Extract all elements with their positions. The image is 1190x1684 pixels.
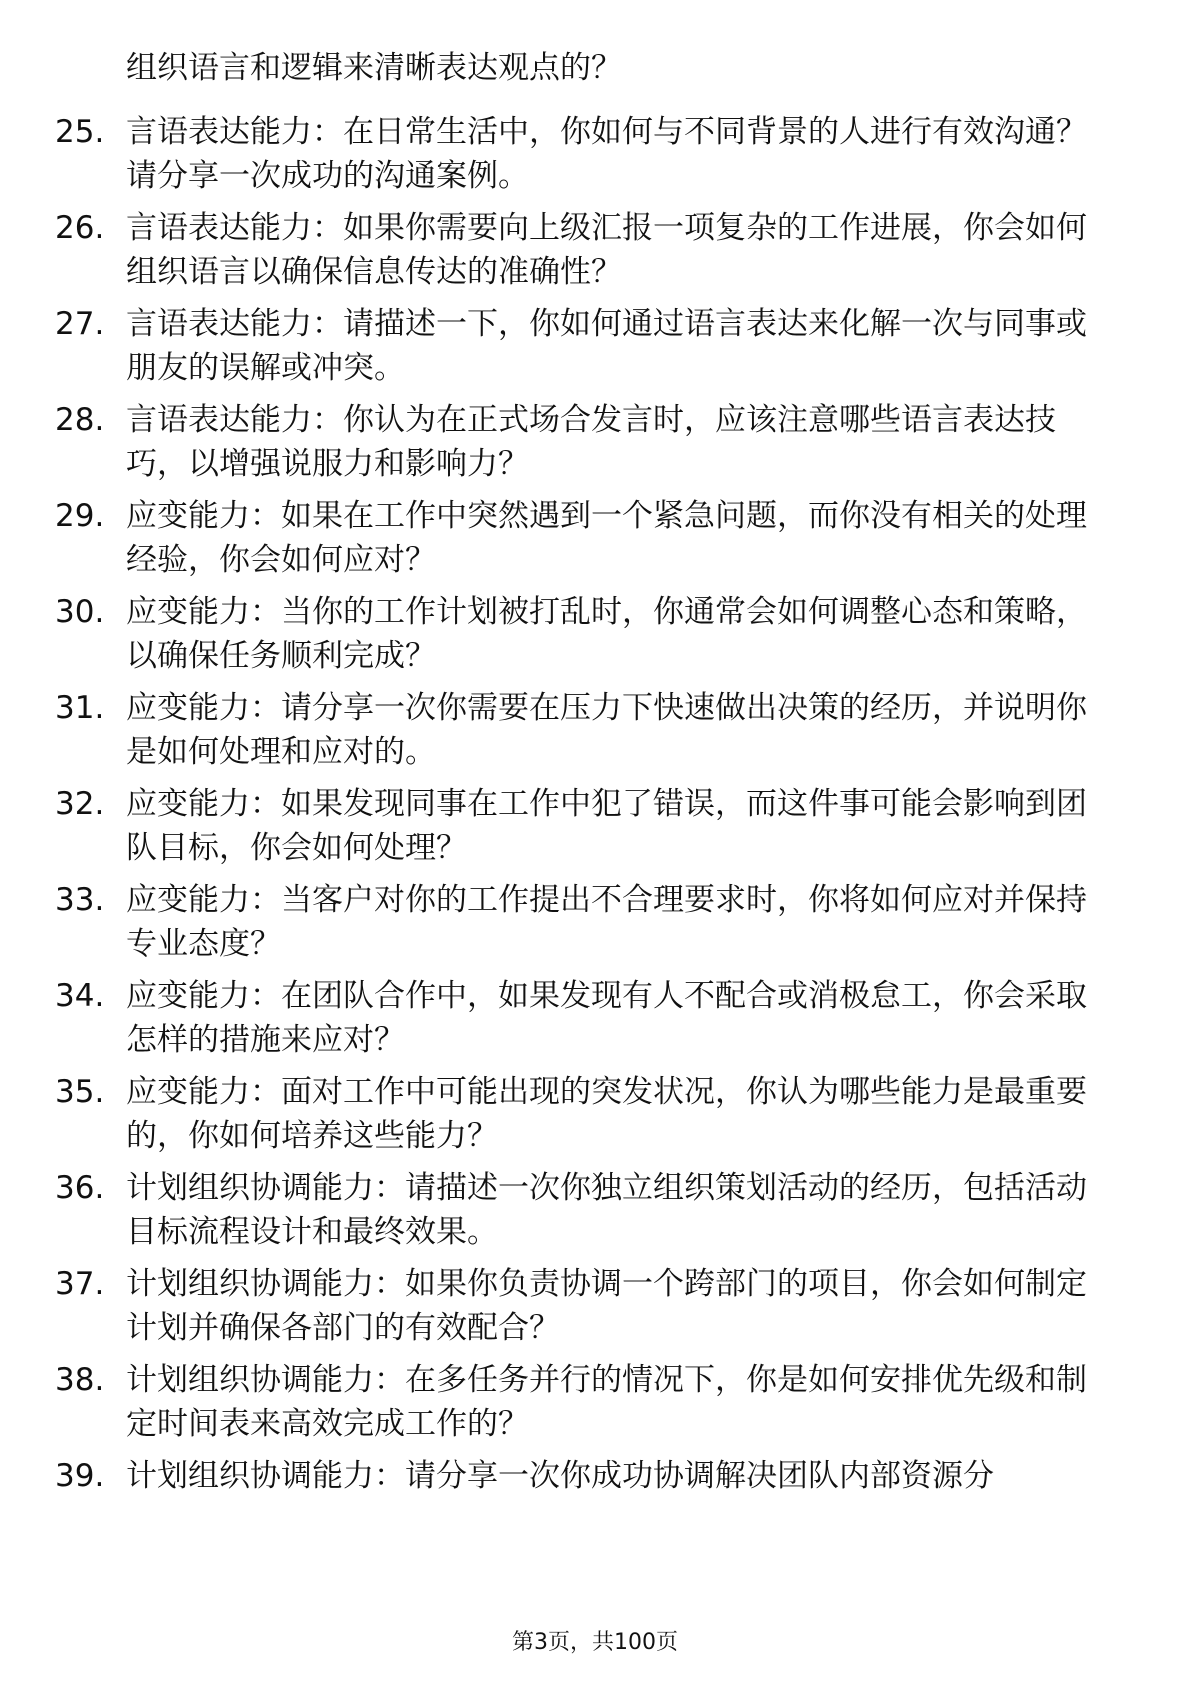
question-number: 29. [55, 498, 105, 534]
question-text: 应变能力：当你的工作计划被打乱时，你通常会如何调整心态和策略，以确保任务顺利完成？ [126, 594, 1087, 674]
page-footer: 第3页，共100页 [512, 1630, 678, 1655]
question-number: 33. [55, 882, 105, 918]
question-text: 应变能力：在团队合作中，如果发现有人不配合或消极怠工，你会采取怎样的措施来应对？ [126, 978, 1087, 1058]
question-number: 32. [55, 786, 105, 822]
question-text: 计划组织协调能力：在多任务并行的情况下，你是如何安排优先级和制定时间表来高效完成工作的？ [126, 1362, 1087, 1442]
list-item [0, 1358, 1190, 1454]
question-text: 言语表达能力：请描述一下，你如何通过语言表达来化解一次与同事或朋友的误解或冲突。 [126, 306, 1087, 386]
question-number: 35. [55, 1074, 105, 1110]
list-item [0, 1166, 1190, 1262]
question-text: 计划组织协调能力：请描述一次你独立组织策划活动的经历，包括活动目标流程设计和最终效果。 [126, 1170, 1087, 1250]
question-number: 34. [55, 978, 105, 1014]
list-item [0, 878, 1190, 974]
list-item [0, 302, 1190, 398]
question-text: 言语表达能力：在日常生活中，你如何与不同背景的人进行有效沟通？请分享一次成功的沟通案例。 [126, 114, 1087, 194]
question-text: 言语表达能力：如果你需要向上级汇报一项复杂的工作进展，你会如何组织语言以确保信息传达的准确性？ [126, 210, 1087, 290]
continuation-text: 组织语言和逻辑来清晰表达观点的？ [126, 50, 622, 86]
question-number: 38. [55, 1362, 105, 1398]
list-item [0, 974, 1190, 1070]
question-text: 应变能力：面对工作中可能出现的突发状况，你认为哪些能力是最重要的，你如何培养这些能力？ [126, 1074, 1087, 1154]
list-item [0, 686, 1190, 782]
list-item [0, 590, 1190, 686]
list-item [0, 398, 1190, 494]
question-number: 30. [55, 594, 105, 630]
question-text: 应变能力：如果发现同事在工作中犯了错误，而这件事可能会影响到团队目标，你会如何处理？ [126, 786, 1087, 866]
question-number: 25. [55, 114, 105, 150]
question-text: 言语表达能力：你认为在正式场合发言时，应该注意哪些语言表达技巧，以增强说服力和影响力？ [126, 402, 1056, 482]
question-text: 应变能力：如果在工作中突然遇到一个紧急问题，而你没有相关的处理经验，你会如何应对？ [126, 498, 1087, 578]
question-number: 28. [55, 402, 105, 438]
list-item [0, 1070, 1190, 1166]
list-item [0, 782, 1190, 878]
question-number: 26. [55, 210, 105, 246]
question-number: 31. [55, 690, 105, 726]
question-number: 37. [55, 1266, 105, 1302]
question-number: 39. [55, 1458, 105, 1494]
list-item [0, 110, 1190, 206]
question-text: 应变能力：当客户对你的工作提出不合理要求时，你将如何应对并保持专业态度？ [126, 882, 1087, 962]
question-text: 应变能力：请分享一次你需要在压力下快速做出决策的经历，并说明你是如何处理和应对的。 [126, 690, 1087, 770]
list-item [0, 206, 1190, 302]
question-text: 计划组织协调能力：请分享一次你成功协调解决团队内部资源分 [126, 1458, 994, 1494]
question-text: 计划组织协调能力：如果你负责协调一个跨部门的项目，你会如何制定计划并确保各部门的有效配合？ [126, 1266, 1087, 1346]
list-item [0, 1262, 1190, 1358]
list-item [0, 1454, 1190, 1550]
question-number: 27. [55, 306, 105, 342]
list-item [0, 494, 1190, 590]
question-number: 36. [55, 1170, 105, 1206]
